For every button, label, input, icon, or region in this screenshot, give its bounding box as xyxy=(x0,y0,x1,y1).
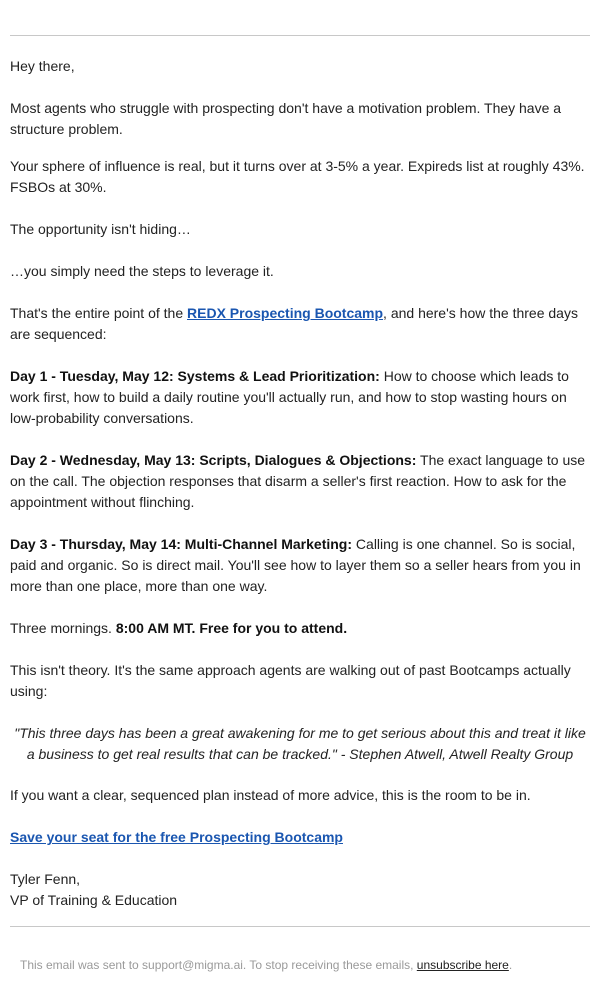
paragraph-theory: This isn't theory. It's the same approach agents are walking out of past Bootcamps actually using: xyxy=(10,662,571,699)
day-3 xyxy=(10,534,590,597)
paragraph-sphere: Your sphere of influence is real, but it turns over at 3-5% a year. Expireds list at roughly 43%. FSBOs at 30%. xyxy=(10,158,585,195)
day-3-text: Calling is one channel. So is social, paid and organic. So is direct mail. You'll see how to layer them so a seller hears from you in more than one place, more than one way. xyxy=(10,536,581,594)
cta-paragraph xyxy=(10,827,590,848)
intro-after: , and here's how the three days are sequenced: xyxy=(10,305,578,342)
signature-role: VP of Training & Education xyxy=(10,892,178,908)
save-seat-link[interactable]: Save your seat for the free Prospecting Bootcamp xyxy=(10,829,343,845)
paragraph-intro xyxy=(10,303,590,345)
greeting: Hey there, xyxy=(10,58,75,74)
top-divider xyxy=(10,35,590,36)
signature xyxy=(10,869,590,911)
footer-end: . xyxy=(508,958,513,972)
paragraph-clear: If you want a clear, sequenced plan instead of more advice, this is the room to be in. xyxy=(10,787,531,803)
footer-text: This email was sent to support@migma.ai. To stop receiving these emails, xyxy=(20,958,417,972)
day-1-title: Day 1 - Tuesday, May 12: Systems & Lead Prioritization: xyxy=(10,368,380,384)
day-1 xyxy=(10,366,590,429)
signature-name: Tyler Fenn, xyxy=(10,871,81,887)
paragraph-steps: …you simply need the steps to leverage it. xyxy=(10,263,274,279)
bootcamp-link[interactable]: REDX Prospecting Bootcamp xyxy=(187,305,384,321)
mornings-plain: Three mornings. xyxy=(10,620,116,636)
intro-before: That's the entire point of the xyxy=(10,305,188,321)
testimonial-quote: "This three days has been a great awakening for me to get serious about this and treat it like a business to get real results that can be tracked." - Stephen Atwell, Atwell Realty Group xyxy=(14,725,586,762)
bottom-divider xyxy=(10,926,590,927)
unsubscribe-link[interactable]: unsubscribe here xyxy=(416,958,509,972)
day-3-title: Day 3 - Thursday, May 14: Multi-Channel Marketing: xyxy=(10,536,353,552)
day-2-text: The exact language to use on the call. The objection responses that disarm a seller's first reaction. How to ask for the appointment without flinching. xyxy=(10,452,586,510)
day-1-text: How to choose which leads to work first, how to build a daily routine you'll actually run, and how to stop wasting hours on low-probability conversations. xyxy=(10,368,569,426)
paragraph-opportunity: The opportunity isn't hiding… xyxy=(10,221,191,237)
mornings-bold: 8:00 AM MT. Free for you to attend. xyxy=(115,620,348,636)
paragraph-mornings xyxy=(10,618,590,639)
day-2 xyxy=(10,450,590,513)
footer xyxy=(20,955,590,975)
day-2-title: Day 2 - Wednesday, May 13: Scripts, Dialogues & Objections: xyxy=(10,452,417,468)
paragraph-motivation: Most agents who struggle with prospecting don't have a motivation problem. They have a structure problem. xyxy=(10,100,562,137)
email-body xyxy=(10,56,590,932)
